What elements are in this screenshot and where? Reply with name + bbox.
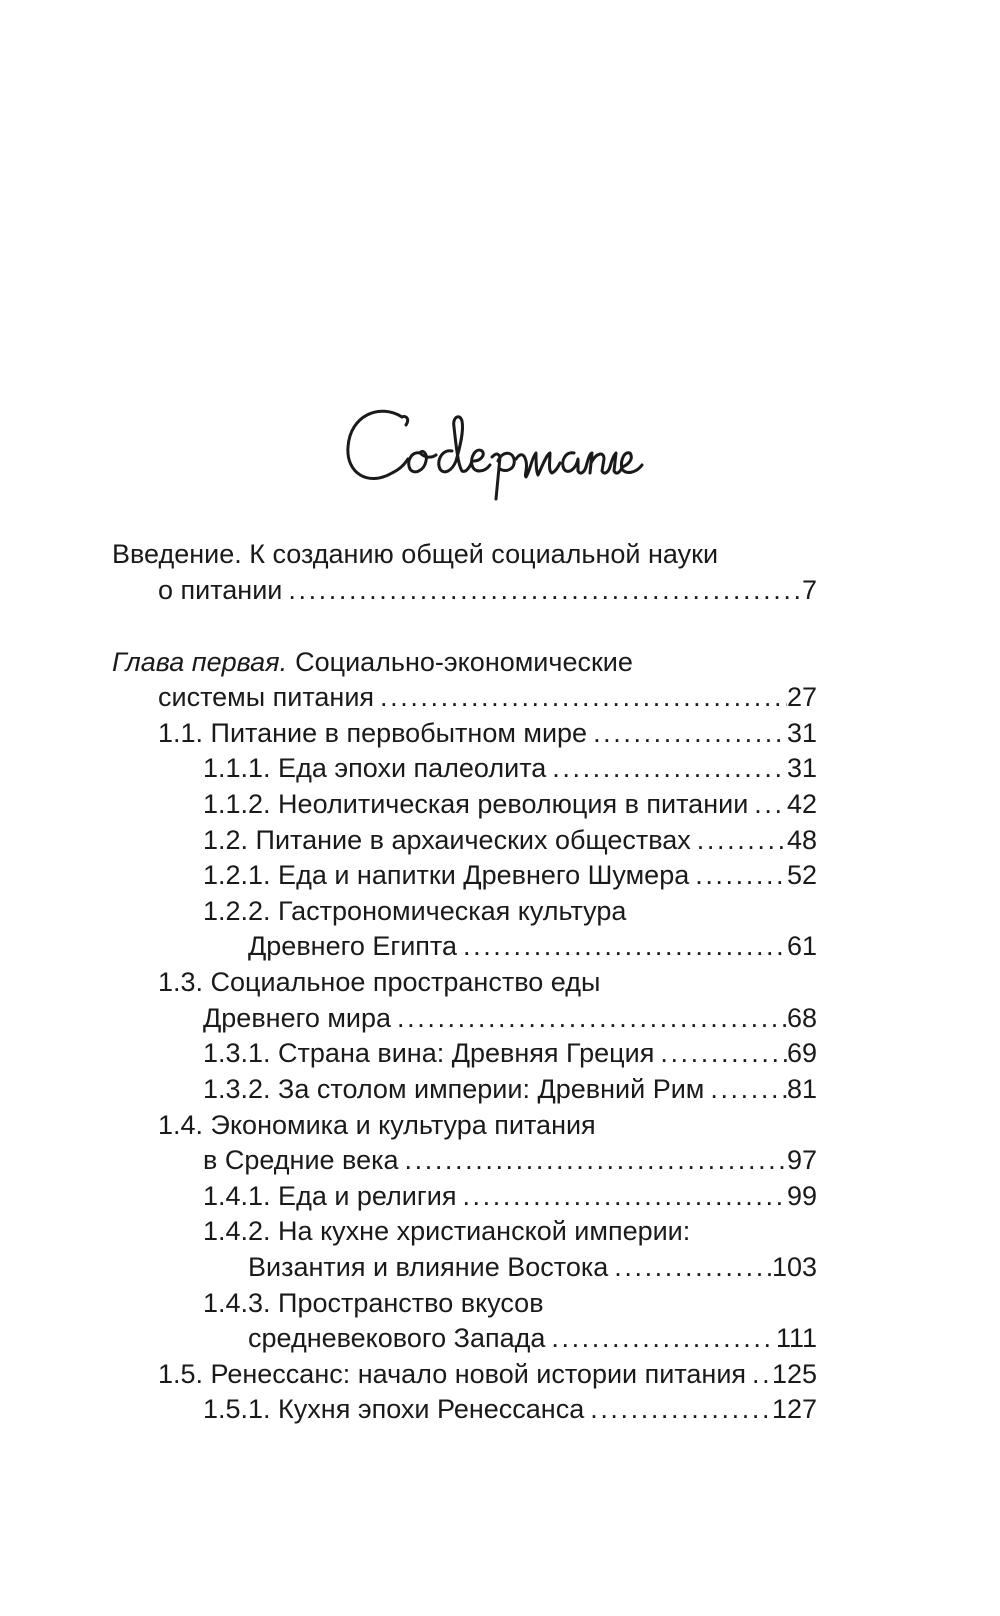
dot-leader: [282, 572, 802, 608]
toc-entry-text: 1.3.1. Страна вина: Древняя Греция: [203, 1038, 655, 1068]
dot-leader: [748, 786, 787, 822]
toc-entry-text: о питании: [158, 575, 283, 605]
toc-entry-text: 1.3.2. За столом империи: Древний Рим: [203, 1074, 705, 1104]
toc-entry-1-4-2-cont[interactable]: [248, 1249, 817, 1285]
toc-page-number: 103: [771, 1252, 817, 1282]
toc-entry-1-4-3-cont[interactable]: [248, 1320, 817, 1356]
dot-leader: [457, 928, 787, 964]
toc-page-number: 52: [786, 860, 817, 890]
toc-entry-text: 1.1. Питание в первобытном мире: [158, 718, 588, 748]
toc-entry-1-1[interactable]: [158, 715, 817, 751]
toc-page-number: 68: [786, 1003, 817, 1033]
toc-page-number: 99: [786, 1181, 817, 1211]
toc-entry-1-3-1[interactable]: [203, 1035, 817, 1071]
toc-entry-1-2-2-cont[interactable]: [248, 928, 817, 964]
dot-leader: [746, 1356, 772, 1392]
toc-entry-text: 1.2. Питание в архаических обществах: [203, 825, 691, 855]
dot-leader: [691, 822, 787, 858]
toc-entry-1-5[interactable]: [158, 1356, 817, 1392]
toc-page-number: 127: [771, 1394, 817, 1424]
toc-entry-text: в Средние века: [203, 1145, 399, 1175]
toc-page-number: 125: [771, 1359, 817, 1389]
toc-entry-1-4-1[interactable]: [203, 1178, 817, 1214]
dot-leader: [546, 750, 787, 786]
toc-entry-1-4-3[interactable]: [203, 1285, 817, 1321]
toc-entry-text: 1.4.2. На кухне христианской империи:: [203, 1216, 691, 1246]
toc-entry-text: системы питания: [158, 682, 375, 712]
toc-entry-1-3-cont[interactable]: [203, 1000, 817, 1036]
dot-leader: [374, 679, 787, 715]
toc-page-number: 69: [786, 1038, 817, 1068]
toc-entry-text: 1.2.1. Еда и напитки Древнего Шумера: [203, 860, 690, 890]
toc-entry-1-1-1[interactable]: [203, 750, 817, 786]
toc-entry-1-2-1[interactable]: [203, 857, 817, 893]
toc-entry-chapter-1-cont[interactable]: [158, 679, 817, 715]
dot-leader: [584, 1391, 772, 1427]
toc-entry-introduction[interactable]: [112, 536, 817, 572]
toc-entry-introduction-cont[interactable]: [158, 572, 817, 608]
toc-entry-text: 1.2.2. Гастрономическая культура: [203, 896, 627, 926]
toc-page-number: 27: [786, 682, 817, 712]
dot-leader: [608, 1249, 772, 1285]
toc-entry-1-5-1[interactable]: [203, 1391, 817, 1427]
toc-page-number: 31: [786, 718, 817, 748]
toc-entry-text: 1.1.1. Еда эпохи палеолита: [203, 753, 547, 783]
dot-leader: [391, 1000, 787, 1036]
toc-entry-text: 1.1.2. Неолитическая революция в питании: [203, 789, 749, 819]
dot-leader: [545, 1320, 776, 1356]
dot-leader: [704, 1071, 787, 1107]
toc-page-number: 111: [775, 1323, 817, 1353]
toc-page-number: 61: [786, 931, 817, 961]
dot-leader: [587, 715, 787, 751]
toc-page-number: 31: [786, 753, 817, 783]
toc-entry-1-2-2[interactable]: [203, 893, 817, 929]
toc-page-number: 42: [786, 789, 817, 819]
toc-entry-chapter-1[interactable]: [112, 644, 817, 680]
toc-page-number: 81: [786, 1074, 817, 1104]
dot-leader: [456, 1178, 787, 1214]
toc-entry-text: 1.4.1. Еда и религия: [203, 1181, 457, 1211]
toc-page-number: 48: [786, 825, 817, 855]
toc-page-number: 97: [786, 1145, 817, 1175]
toc-entry-1-3-2[interactable]: [203, 1071, 817, 1107]
toc-entry-1-4-2[interactable]: [203, 1213, 817, 1249]
toc-entry-text: Введение. К созданию общей социальной науки: [112, 539, 719, 569]
toc-entry-text: Древнего Египта: [248, 931, 457, 961]
toc-entry-1-4[interactable]: [158, 1107, 817, 1143]
toc-entry-1-3[interactable]: [158, 964, 817, 1000]
dot-leader: [689, 857, 787, 893]
toc-entry-text: 1.5. Ренессанс: начало новой истории питания: [158, 1359, 747, 1389]
chapter-prefix: Глава первая.: [112, 647, 288, 677]
toc-entry-text: Социально-экономические: [295, 647, 633, 677]
toc-entry-text: Византия и влияние Востока: [248, 1252, 609, 1282]
toc-entry-text: средневекового Запада: [248, 1323, 546, 1353]
toc-entry-1-4-cont[interactable]: [203, 1142, 817, 1178]
toc-entry-text: 1.4.3. Пространство вкусов: [203, 1288, 544, 1318]
toc-entry-1-1-2[interactable]: [203, 786, 817, 822]
toc-entry-text: 1.5.1. Кухня эпохи Ренессанса: [203, 1394, 585, 1424]
dot-leader: [654, 1035, 787, 1071]
toc-entry-text: 1.4. Экономика и культура питания: [158, 1110, 596, 1140]
toc-page-number: 7: [801, 575, 817, 605]
dot-leader: [399, 1142, 787, 1178]
toc-entry-1-2[interactable]: [203, 822, 817, 858]
toc-entry-text: 1.3. Социальное пространство еды: [158, 967, 601, 997]
toc-entry-text: Древнего мира: [203, 1003, 392, 1033]
